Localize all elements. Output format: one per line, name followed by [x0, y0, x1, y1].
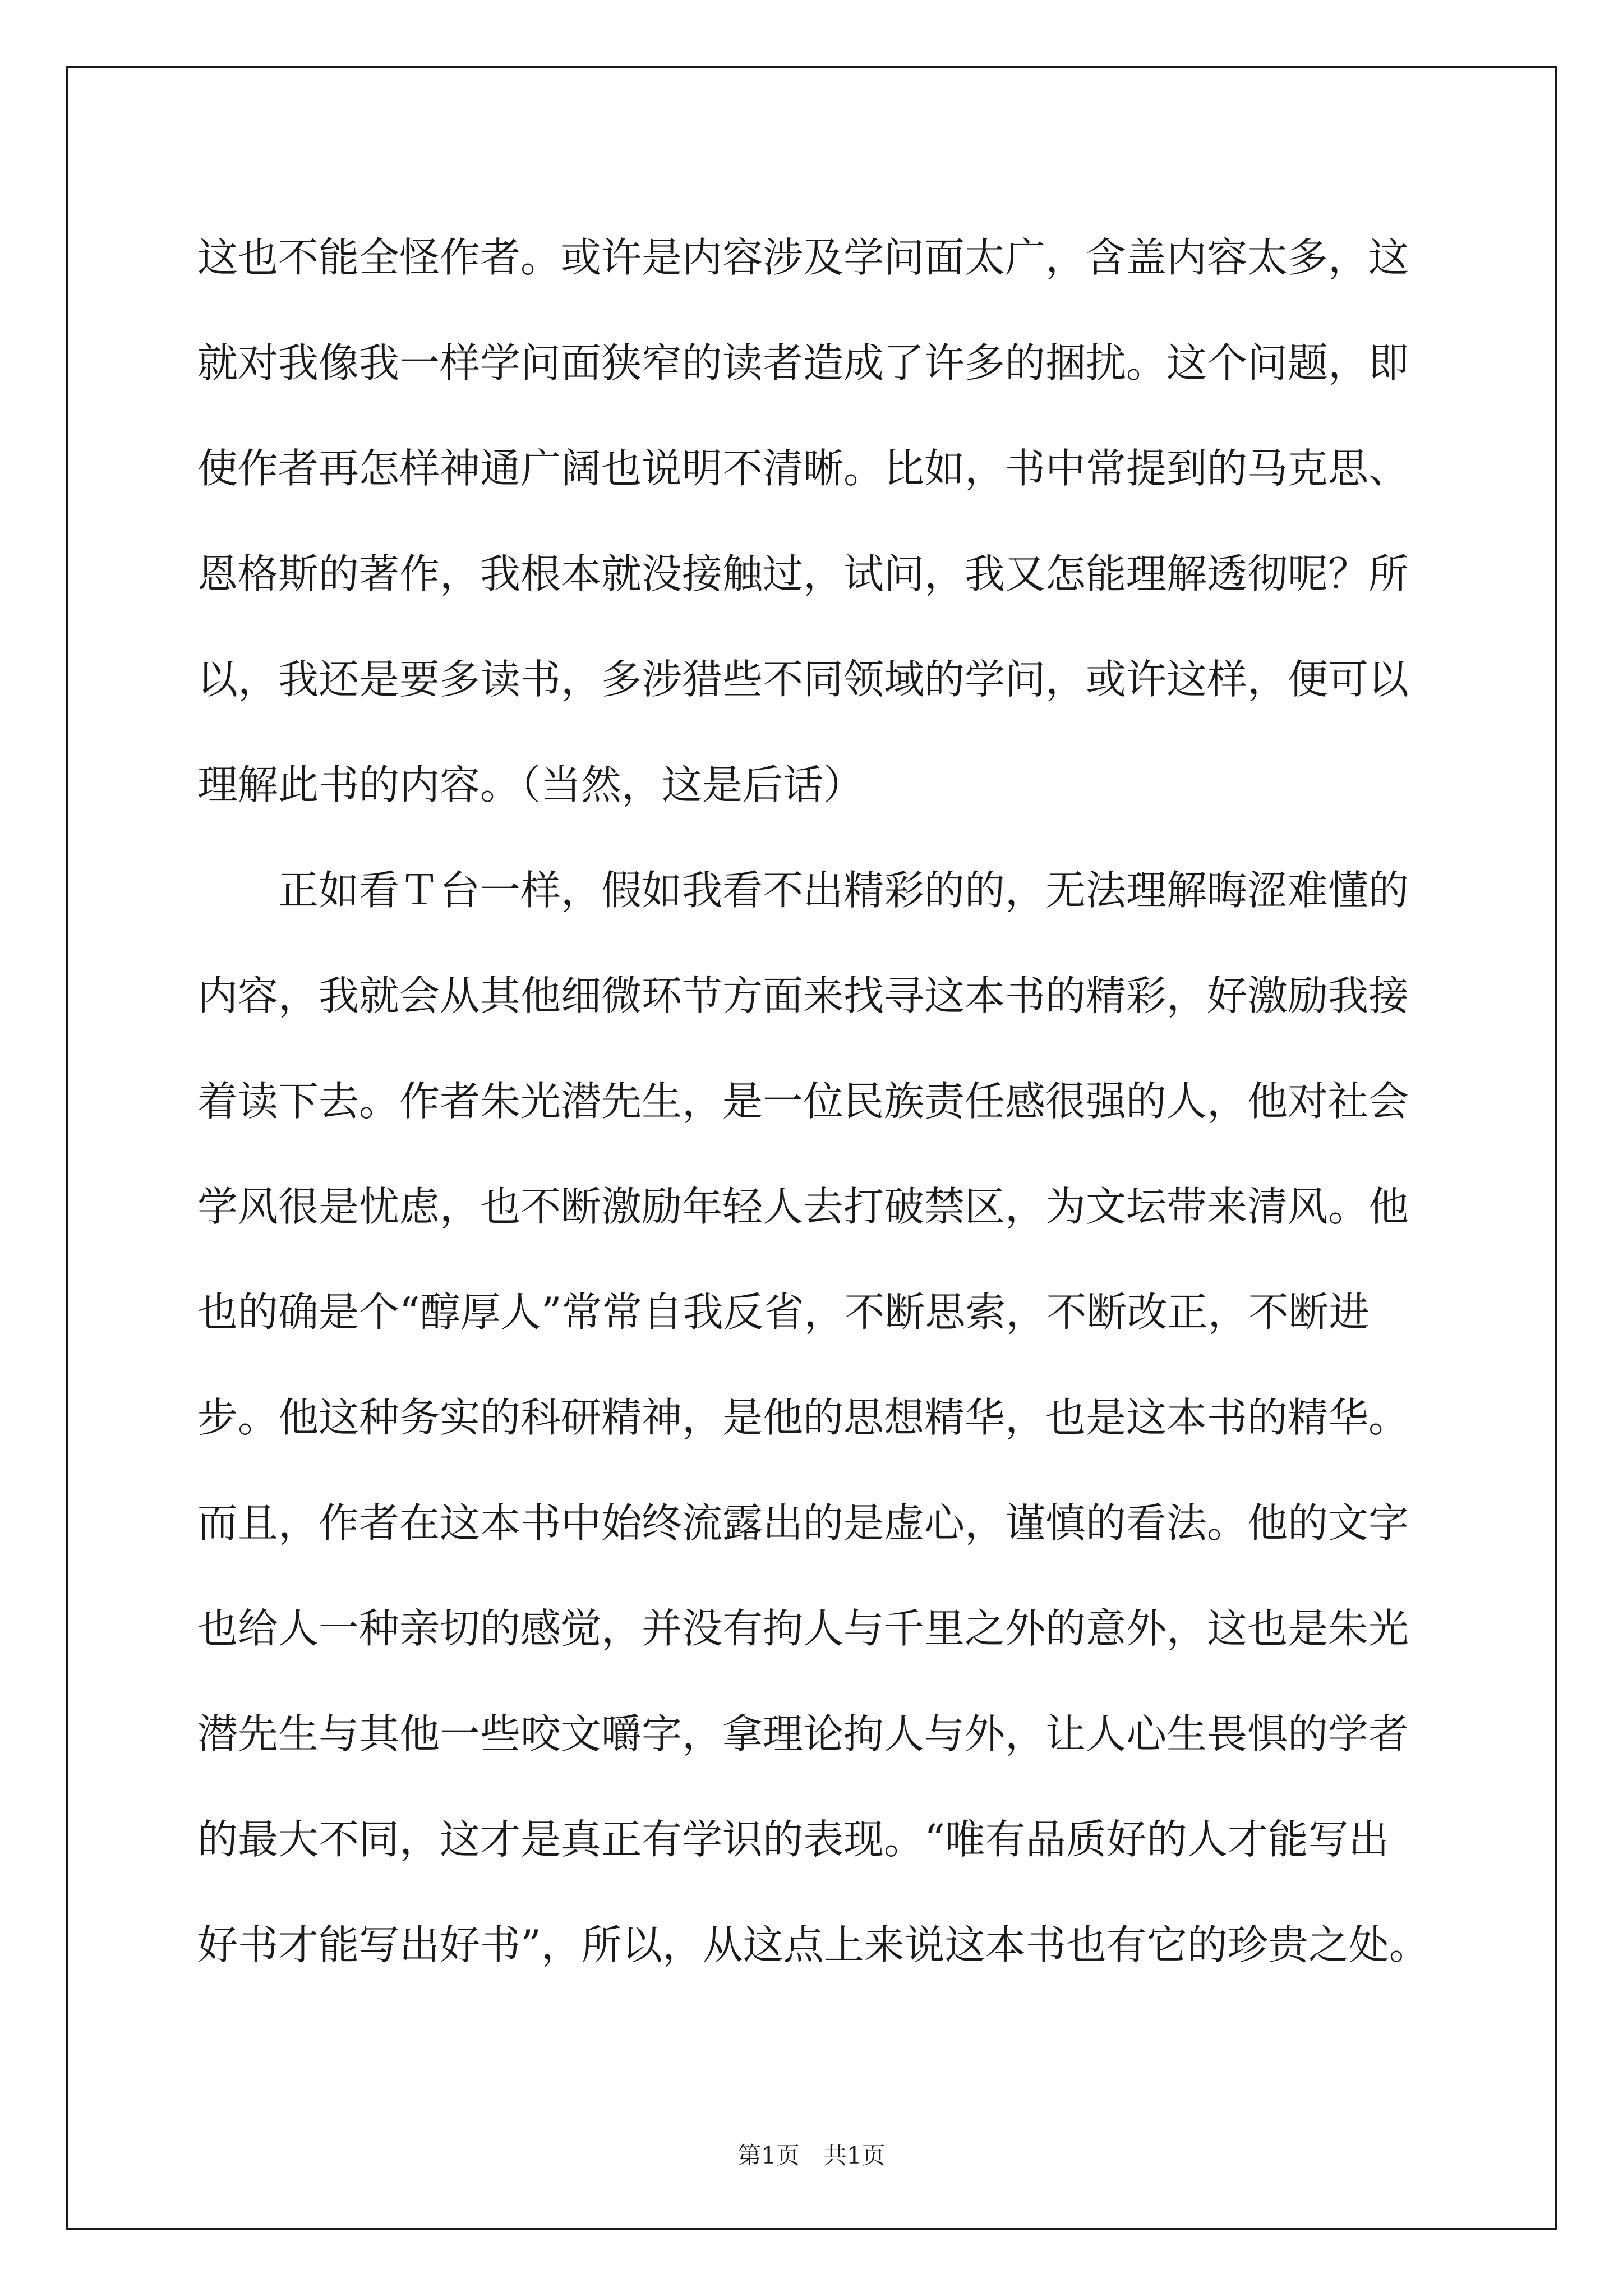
body-line: 学风很是忧虑，也不断激励年轻人去打破禁区，为文坛带来清风。他: [197, 1183, 1409, 1230]
document-body: [197, 205, 1449, 1998]
body-line: 而且，作者在这本书中始终流露出的是虚心，谨慎的看法。他的文字: [197, 1499, 1409, 1547]
body-line: 潜先生与其他一些咬文嚼字，拿理论拘人与外，让人心生畏惧的学者: [197, 1710, 1409, 1757]
body-line: 步。他这种务实的科研精神，是他的思想精华，也是这本书的精华。: [197, 1394, 1409, 1441]
body-line: 的最大不同，这才是真正有学识的表现。“唯有品质好的人才能写出: [197, 1816, 1389, 1863]
body-line: 着读下去。作者朱光潜先生，是一位民族责任感很强的人，他对社会: [197, 1078, 1409, 1125]
body-line: 这也不能全怪作者。或许是内容涉及学问面太广，含盖内容太多，这: [197, 234, 1409, 281]
body-line: 也的确是个“醇厚人”常常自我反省，不断思索，不断改正，不断进: [197, 1289, 1370, 1336]
body-line: 理解此书的内容。（当然，这是后话）: [197, 761, 864, 808]
body-line: 正如看Ｔ台一样，假如我看不出精彩的的，无法理解晦涩难懂的: [197, 867, 1409, 914]
body-line: 内容，我就会从其他细微环节方面来找寻这本书的精彩，好激励我接: [197, 972, 1409, 1019]
body-line: 好书才能写出好书”，所以，从这点上来说这本书也有它的珍贵之处。: [197, 1921, 1430, 1968]
body-line: 以，我还是要多读书，多涉猎些不同领域的学问，或许这样，便可以: [197, 656, 1409, 703]
body-line: 使作者再怎样神通广阔也说明不清晰。比如，书中常提到的马克思、: [197, 445, 1409, 492]
body-line: 恩格斯的著作，我根本就没接触过，试问，我又怎能理解透彻呢？所: [197, 550, 1409, 597]
body-line: 也给人一种亲切的感觉，并没有拘人与千里之外的意外，这也是朱光: [197, 1605, 1409, 1652]
page-footer: 第1页 共1页: [737, 2142, 886, 2169]
body-line: 就对我像我一样学问面狭窄的读者造成了许多的捆扰。这个问题，即: [197, 339, 1409, 386]
